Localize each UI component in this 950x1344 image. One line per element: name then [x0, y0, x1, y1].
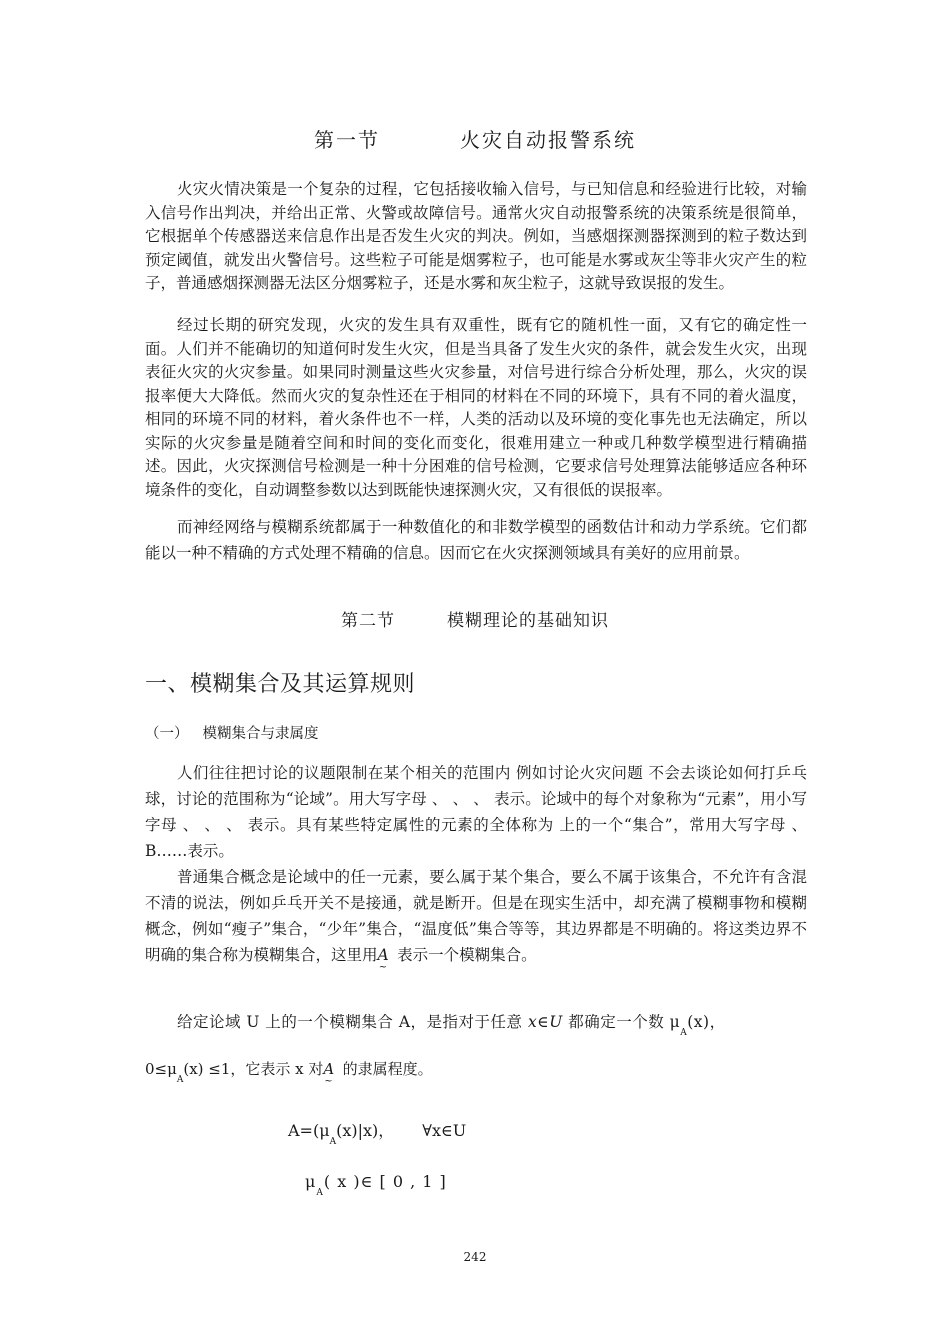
section-heading: [0, 606, 950, 631]
intro-paragraph-2: 经过长期的研究发现，火灾的发生具有双重性，既有它的随机性一面，又有它的确定性一面。人们并不能确切的知道何时发生火灾，但是当具备了发生火灾的条件，就会发生火灾，出现表征火灾的火灾参量。如果同时测量这些火灾参量，对信号进行综合分析处理，那么，火灾的误报率便大大降低。然而火灾的复杂性还在于相同的材料在不同的环境下，具有不同的着火温度，相同的环境不同的材料，着火条件也不一样，人类的活动以及环境的变化事先也无法确定，所以实际的火灾参量是随着空间和时间的变化而变化，很难用建立一种或几种数学模型进行精确描述。因此，火灾探测信号检测是一种十分困难的信号检测，它要求信号处理算法能够适应各种环境条件的变化，自动调整参数以达到既能快速探测火灾，又有很低的误报率。: [145, 316, 807, 499]
intro-paragraph-3: 而神经网络与模糊系统都属于一种数值化的和非数学模型的函数估计和动力学系统。它们都能以一种不精确的方式处理不精确的信息。因而它在火灾探测领域具有美好的应用前景。: [145, 518, 807, 562]
heading-title: 火灾自动报警系统: [460, 128, 636, 152]
intro-paragraph-1: 火灾火情决策是一个复杂的过程，它包括接收输入信号，与已知信息和经验进行比较，对输入信号作出判决，并给出正常、火警或故障信号。通常火灾自动报警系统的决策系统是很简单，它根据单个传感器送来信息作出是否发生火灾的判决。例如，当感烟探测器探测到的粒子数达到预定阈值，就发出火警信号。这些粒子可能是烟雾粒子，也可能是水雾或灰尘等非火灾产生的粒子，普通感烟探测器无法区分烟雾粒子，还是水雾和灰尘粒子，这就导致误报的发生。: [145, 180, 807, 292]
definition-line-1: 给定论域 U 上的一个模糊集合 A，是指对于任意 x∈U 都确定一个数 $\mu_A(x)$，: [177, 1013, 726, 1038]
body-paragraph-2: 普通集合概念是论域中的任一元素，要么属于某个集合，要么不属于该集合，不允许有含混不清的说法，例如乒乓开关不是接通，就是断开。但是在现实生活中，却充满了模糊事物和模糊概念，例如“瘦子”集合，“少年”集合，“温度低”集合等等，其边界都是不明确的。将这类边界不明确的集合称为模糊集合，这里用$A_\sim$表示一个模糊集合。: [145, 868, 807, 973]
formula-fuzzy-set: $A=(\mu_A(x)|x)$， ∀x∈U: [288, 1121, 467, 1147]
definition-line-2: $0\le\mu_A(x) \le 1$，它表示 x 对$A_\sim$的隶属程度。: [145, 1060, 433, 1087]
tilde-mark: ~: [378, 962, 388, 973]
heading-number: 第一节: [314, 128, 380, 152]
formula-membership-range: $\mu_A$( x )∈ [ 0 , 1 ]: [305, 1172, 447, 1198]
page-number: 242: [463, 1250, 487, 1264]
section-title: 一、模糊集合及其运算规则: [145, 672, 416, 697]
heading-title: 模糊理论的基础知识: [447, 611, 609, 631]
subsection-title: （一） 模糊集合与隶属度: [145, 726, 319, 742]
fuzzy-set-symbol: A: [377, 946, 389, 964]
chapter-section-heading: [0, 124, 950, 153]
body-paragraph-1: 人们往往把讨论的议题限制在某个相关的范围内 例如讨论火灾问题 不会去谈论如何打乒乓球，讨论的范围称为“论域”。用大写字母 、 、 、 表示。论域中的每个对象称为“元素”，用小写字母 、 、 、 表示。具有某些特定属性的元素的全体称为 上的一个“集合”，常用大写字母 、B……表示。: [145, 764, 807, 860]
heading-number: 第二节: [341, 611, 395, 631]
